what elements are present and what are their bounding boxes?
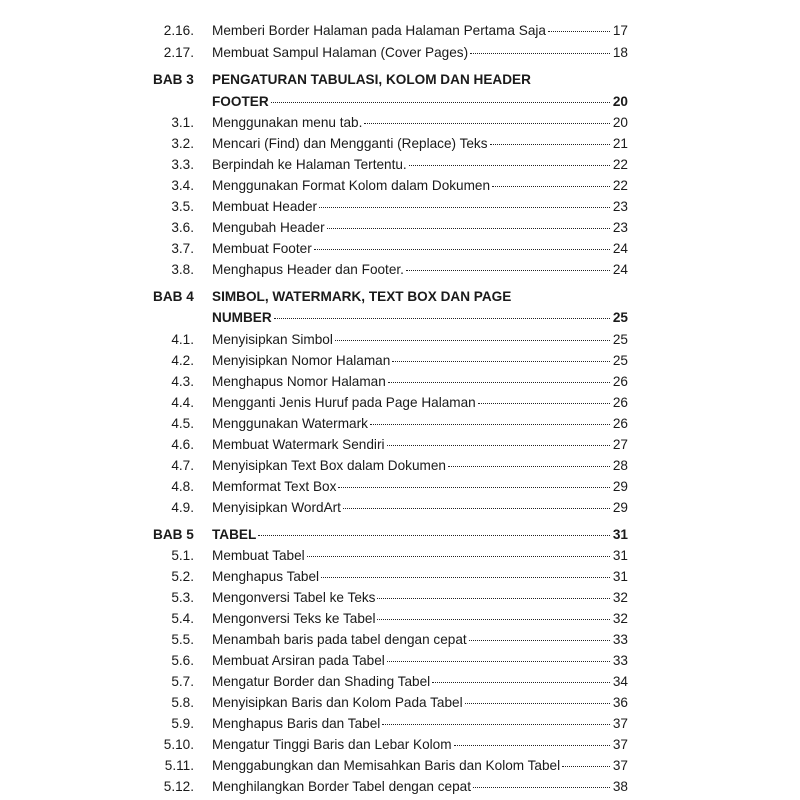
chapter-heading-continued xyxy=(0,92,800,112)
entry-number: 5.5. xyxy=(171,632,194,647)
dot-leader xyxy=(382,724,610,725)
entry-page: 32 xyxy=(612,611,628,626)
entry-number: 5.4. xyxy=(171,611,194,626)
entry-page: 29 xyxy=(612,500,628,515)
toc-entry xyxy=(0,756,800,776)
dot-leader xyxy=(387,445,610,446)
toc-entry xyxy=(0,43,800,63)
entry-page: 22 xyxy=(612,157,628,172)
entry-page: 27 xyxy=(612,437,628,452)
toc-entry xyxy=(0,351,800,371)
toc-entry xyxy=(0,155,800,175)
entry-number: 2.17. xyxy=(163,45,194,60)
entry-number: 5.9. xyxy=(171,716,194,731)
toc-entry xyxy=(0,672,800,692)
entry-page: 32 xyxy=(612,590,628,605)
entry-page: 25 xyxy=(612,332,628,347)
entry-page: 37 xyxy=(612,758,628,773)
toc-entry xyxy=(0,176,800,196)
entry-title: Membuat Footer xyxy=(212,241,312,256)
chapter-title: FOOTER xyxy=(212,94,269,109)
toc-entry xyxy=(0,393,800,413)
entry-title: Menghapus Baris dan Tabel xyxy=(212,716,381,731)
dot-leader xyxy=(473,787,610,788)
dot-leader xyxy=(465,703,610,704)
entry-title: Menghapus Tabel xyxy=(212,569,320,584)
entry-number: 5.7. xyxy=(171,674,194,689)
entry-title: Menyisipkan Baris dan Kolom Pada Tabel xyxy=(212,695,463,710)
toc-entry xyxy=(0,239,800,259)
dot-leader xyxy=(448,466,610,467)
entry-title: Menggunakan menu tab. xyxy=(212,115,363,130)
chapter-page: 25 xyxy=(612,310,628,325)
dot-leader xyxy=(490,144,610,145)
entry-number: 4.4. xyxy=(171,395,194,410)
toc-entry xyxy=(0,498,800,518)
entry-page: 31 xyxy=(612,548,628,563)
toc-entry xyxy=(0,477,800,497)
chapter-label: BAB 3 xyxy=(153,72,194,87)
dot-leader xyxy=(364,123,609,124)
chapter-label: BAB 4 xyxy=(153,289,194,304)
entry-page: 26 xyxy=(612,416,628,431)
toc-entry xyxy=(0,714,800,734)
chapter-heading xyxy=(0,70,800,90)
entry-number: 4.2. xyxy=(171,353,194,368)
entry-page: 23 xyxy=(612,199,628,214)
chapter-title: SIMBOL, WATERMARK, TEXT BOX DAN PAGE xyxy=(212,289,512,304)
dot-leader xyxy=(409,165,610,166)
chapter-title: NUMBER xyxy=(212,310,272,325)
dot-leader xyxy=(432,682,610,683)
toc-entry xyxy=(0,588,800,608)
dot-leader xyxy=(406,270,610,271)
entry-title: Memformat Text Box xyxy=(212,479,337,494)
entry-title: Mengganti Jenis Huruf pada Page Halaman xyxy=(212,395,476,410)
entry-number: 3.5. xyxy=(171,199,194,214)
entry-page: 29 xyxy=(612,479,628,494)
entry-title: Menggunakan Watermark xyxy=(212,416,368,431)
entry-page: 33 xyxy=(612,653,628,668)
entry-page: 28 xyxy=(612,458,628,473)
entry-title: Menghapus Header dan Footer. xyxy=(212,262,404,277)
entry-page: 24 xyxy=(612,262,628,277)
toc-entry xyxy=(0,113,800,133)
dot-leader xyxy=(338,487,609,488)
dot-leader xyxy=(388,382,610,383)
entry-number: 4.5. xyxy=(171,416,194,431)
chapter-title: PENGATURAN TABULASI, KOLOM DAN HEADER xyxy=(212,72,531,87)
entry-page: 37 xyxy=(612,716,628,731)
entry-title: Menggunakan Format Kolom dalam Dokumen xyxy=(212,178,491,193)
toc-entry xyxy=(0,630,800,650)
dot-leader xyxy=(387,661,610,662)
dot-leader xyxy=(343,508,610,509)
entry-page: 25 xyxy=(612,353,628,368)
chapter-page: 31 xyxy=(612,527,628,542)
entry-page: 20 xyxy=(612,115,628,130)
entry-title: Mengubah Header xyxy=(212,220,325,235)
entry-number: 5.6. xyxy=(171,653,194,668)
dot-leader xyxy=(392,361,610,362)
entry-number: 4.6. xyxy=(171,437,194,452)
entry-page: 22 xyxy=(612,178,628,193)
toc-entry xyxy=(0,414,800,434)
entry-number: 5.10. xyxy=(163,737,194,752)
dot-leader xyxy=(321,577,610,578)
entry-title: Membuat Header xyxy=(212,199,318,214)
entry-page: 17 xyxy=(612,23,628,38)
dot-leader xyxy=(478,403,610,404)
entry-title: Membuat Watermark Sendiri xyxy=(212,437,385,452)
toc-entry xyxy=(0,197,800,217)
entry-number: 3.2. xyxy=(171,136,194,151)
entry-number: 5.2. xyxy=(171,569,194,584)
dot-leader xyxy=(548,31,610,32)
toc-entry xyxy=(0,651,800,671)
toc-entry xyxy=(0,777,800,797)
dot-leader xyxy=(370,424,610,425)
entry-number: 5.3. xyxy=(171,590,194,605)
entry-title: Menyisipkan WordArt xyxy=(212,500,341,515)
entry-number: 5.12. xyxy=(163,779,194,794)
toc-entry xyxy=(0,330,800,350)
entry-page: 36 xyxy=(612,695,628,710)
dot-leader xyxy=(377,619,609,620)
entry-page: 34 xyxy=(612,674,628,689)
toc-entry xyxy=(0,260,800,280)
dot-leader xyxy=(454,745,610,746)
entry-title: Menyisipkan Text Box dalam Dokumen xyxy=(212,458,446,473)
entry-title: Membuat Arsiran pada Tabel xyxy=(212,653,385,668)
toc-entry xyxy=(0,546,800,566)
entry-number: 3.4. xyxy=(171,178,194,193)
dot-leader xyxy=(469,640,610,641)
chapter-heading xyxy=(0,287,800,307)
chapter-page: 20 xyxy=(612,94,628,109)
entry-page: 26 xyxy=(612,395,628,410)
entry-page: 38 xyxy=(612,779,628,794)
dot-leader xyxy=(492,186,610,187)
entry-page: 18 xyxy=(612,45,628,60)
entry-number: 5.8. xyxy=(171,695,194,710)
entry-number: 3.3. xyxy=(171,157,194,172)
entry-number: 4.1. xyxy=(171,332,194,347)
entry-title: Mengatur Tinggi Baris dan Lebar Kolom xyxy=(212,737,452,752)
entry-number: 3.7. xyxy=(171,241,194,256)
entry-number: 4.9. xyxy=(171,500,194,515)
entry-title: Membuat Tabel xyxy=(212,548,305,563)
entry-page: 26 xyxy=(612,374,628,389)
entry-title: Mengonversi Teks ke Tabel xyxy=(212,611,376,626)
entry-title: Menghapus Nomor Halaman xyxy=(212,374,386,389)
chapter-label: BAB 5 xyxy=(153,527,194,542)
entry-title: Menambah baris pada tabel dengan cepat xyxy=(212,632,467,647)
dot-leader xyxy=(470,53,610,54)
toc-entry xyxy=(0,218,800,238)
chapter-heading-continued xyxy=(0,308,800,328)
toc-entry xyxy=(0,21,800,41)
entry-title: Berpindah ke Halaman Tertentu. xyxy=(212,157,407,172)
entry-number: 3.8. xyxy=(171,262,194,277)
entry-title: Menyisipkan Nomor Halaman xyxy=(212,353,391,368)
entry-title: Menggabungkan dan Memisahkan Baris dan Kolom Tabel xyxy=(212,758,561,773)
entry-title: Membuat Sampul Halaman (Cover Pages) xyxy=(212,45,469,60)
dot-leader xyxy=(319,207,610,208)
entry-number: 5.1. xyxy=(171,548,194,563)
dot-leader xyxy=(562,766,610,767)
entry-number: 4.3. xyxy=(171,374,194,389)
toc-entry xyxy=(0,134,800,154)
entry-title: Menyisipkan Simbol xyxy=(212,332,333,347)
entry-title: Menghilangkan Border Tabel dengan cepat xyxy=(212,779,471,794)
toc-entry xyxy=(0,609,800,629)
toc-entry xyxy=(0,567,800,587)
entry-page: 31 xyxy=(612,569,628,584)
entry-number: 3.6. xyxy=(171,220,194,235)
entry-number: 4.7. xyxy=(171,458,194,473)
dot-leader xyxy=(314,249,610,250)
entry-title: Mengonversi Tabel ke Teks xyxy=(212,590,376,605)
chapter-heading xyxy=(0,525,800,545)
chapter-title: TABEL xyxy=(212,527,257,542)
entry-title: Mengatur Border dan Shading Tabel xyxy=(212,674,431,689)
toc-entry xyxy=(0,735,800,755)
entry-number: 5.11. xyxy=(164,758,194,773)
entry-page: 37 xyxy=(612,737,628,752)
toc-entry xyxy=(0,456,800,476)
entry-page: 21 xyxy=(612,136,628,151)
entry-page: 24 xyxy=(612,241,628,256)
dot-leader xyxy=(335,340,610,341)
entry-page: 23 xyxy=(612,220,628,235)
toc-entry xyxy=(0,693,800,713)
dot-leader xyxy=(307,556,610,557)
dot-leader xyxy=(271,102,610,103)
entry-number: 3.1. xyxy=(171,115,194,130)
entry-title: Mencari (Find) dan Mengganti (Replace) Teks xyxy=(212,136,488,151)
entry-number: 4.8. xyxy=(171,479,194,494)
dot-leader xyxy=(274,318,610,319)
dot-leader xyxy=(377,598,609,599)
dot-leader xyxy=(327,228,610,229)
entry-title: Memberi Border Halaman pada Halaman Pertama Saja xyxy=(212,23,546,38)
toc-entry xyxy=(0,435,800,455)
entry-number: 2.16. xyxy=(163,23,194,38)
entry-page: 33 xyxy=(612,632,628,647)
dot-leader xyxy=(258,535,610,536)
toc-entry xyxy=(0,372,800,392)
